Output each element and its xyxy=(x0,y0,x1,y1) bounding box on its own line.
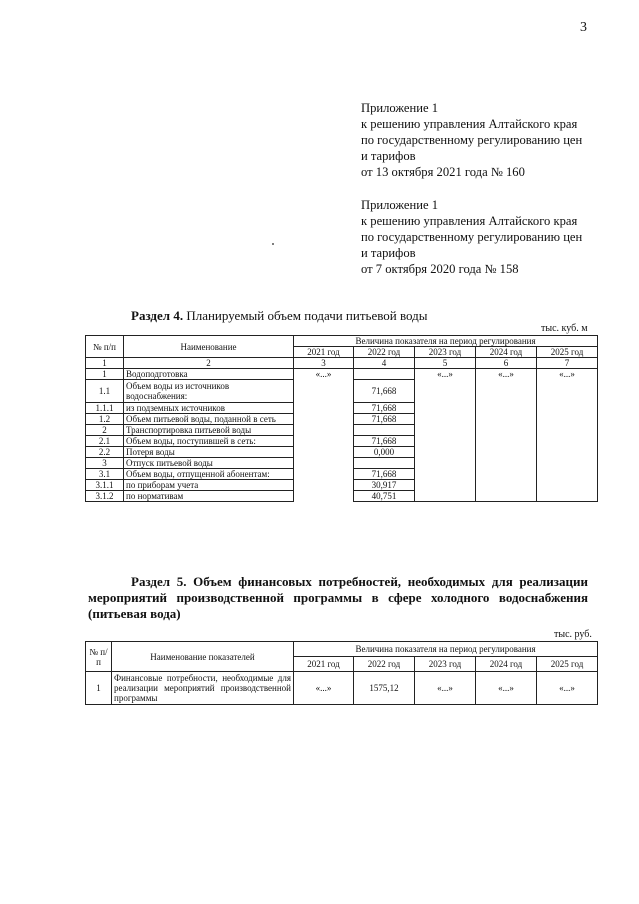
column-number: 7 xyxy=(537,358,598,369)
section5-unit: тыс. руб. xyxy=(554,629,592,640)
appendix-line: от 7 октября 2020 года № 158 xyxy=(361,262,519,276)
header-year: 2021 год xyxy=(294,347,354,358)
value-2022: 71,668 xyxy=(354,436,415,447)
row-name: по приборам учета xyxy=(124,480,294,491)
appendix-line: к решению управления Алтайского края xyxy=(361,117,578,131)
section4-title-bold: Раздел 4. xyxy=(131,308,184,323)
row-num: 1 xyxy=(86,672,112,705)
value-2022: 0,000 xyxy=(354,447,415,458)
header-year: 2024 год xyxy=(476,657,537,672)
row-num: 3.1 xyxy=(86,469,124,480)
appendix-line: Приложение 1 xyxy=(361,101,439,115)
row-num: 1.1 xyxy=(86,380,124,403)
appendix-line: по государственному регулированию цен xyxy=(361,230,583,244)
appendix-line: к решению управления Алтайского края xyxy=(361,214,578,228)
header-year: 2023 год xyxy=(415,657,476,672)
section5-title xyxy=(88,574,588,622)
water-supply-volume-table xyxy=(85,335,598,502)
header-year: 2021 год xyxy=(294,657,354,672)
value-2022: 1575,12 xyxy=(354,672,415,705)
value-2022 xyxy=(354,458,415,469)
value-2022: 40,751 xyxy=(354,491,415,502)
value-2022 xyxy=(354,425,415,436)
value-2023: «...» xyxy=(415,369,476,502)
row-num: 1.2 xyxy=(86,414,124,425)
header-period: Величина показателя на период регулирования xyxy=(294,642,598,657)
header-name: Наименование xyxy=(124,336,294,358)
value-2022: 71,668 xyxy=(354,380,415,403)
header-period: Величина показателя на период регулирования xyxy=(294,336,598,347)
row-name: по нормативам xyxy=(124,491,294,502)
column-number: 2 xyxy=(124,358,294,369)
header-year: 2023 год xyxy=(415,347,476,358)
header-num: № п/п xyxy=(86,336,124,358)
value-2021: «...» xyxy=(294,369,354,502)
appendix-line: и тарифов xyxy=(361,149,416,163)
financial-needs-table xyxy=(85,641,598,705)
row-num: 2.1 xyxy=(86,436,124,447)
section5-title-bold: Раздел 5. xyxy=(131,574,187,589)
appendix-line: от 13 октября 2021 года № 160 xyxy=(361,165,525,179)
value-2025: «...» xyxy=(537,369,598,502)
row-num: 3 xyxy=(86,458,124,469)
row-name: Объем питьевой воды, поданной в сеть xyxy=(124,414,294,425)
column-number: 3 xyxy=(294,358,354,369)
value-2024: «...» xyxy=(476,369,537,502)
appendix-line: по государственному регулированию цен xyxy=(361,133,583,147)
header-year: 2025 год xyxy=(537,347,598,358)
row-num: 1 xyxy=(86,369,124,380)
value-2022: 71,668 xyxy=(354,403,415,414)
header-year: 2022 год xyxy=(354,657,415,672)
row-num: 1.1.1 xyxy=(86,403,124,414)
value-2025: «...» xyxy=(537,672,598,705)
section4-title xyxy=(131,308,428,324)
appendix-line: и тарифов xyxy=(361,246,416,260)
page-number: 3 xyxy=(580,20,587,35)
row-name: Транспортировка питьевой воды xyxy=(124,425,294,436)
section5-title-text: Объем финансовых потребностей, необходимых для реализации мероприятий производственной программы в сфере холодного водоснабжения (питьевая вода) xyxy=(88,574,588,621)
column-number: 5 xyxy=(415,358,476,369)
row-name: из подземных источников xyxy=(124,403,294,414)
section4-unit: тыс. куб. м xyxy=(541,323,588,334)
value-2023: «...» xyxy=(415,672,476,705)
table-row xyxy=(86,369,598,380)
value-2022: 71,668 xyxy=(354,469,415,480)
row-name: Объем воды из источников водоснабжения: xyxy=(124,380,294,403)
value-2021: «...» xyxy=(294,672,354,705)
value-2022 xyxy=(354,369,415,380)
column-number: 4 xyxy=(354,358,415,369)
value-2022: 30,917 xyxy=(354,480,415,491)
row-name: Финансовые потребности, необходимые для реализации мероприятий производственной программы xyxy=(112,672,294,705)
value-2022: 71,668 xyxy=(354,414,415,425)
section4-title-text: Планируемый объем подачи питьевой воды xyxy=(183,308,428,323)
row-num: 2 xyxy=(86,425,124,436)
appendix-header-current xyxy=(361,100,611,180)
header-year: 2025 год xyxy=(537,657,598,672)
value-2024: «...» xyxy=(476,672,537,705)
row-name: Потеря воды xyxy=(124,447,294,458)
column-number: 1 xyxy=(86,358,124,369)
header-num: № п/п xyxy=(86,642,112,672)
row-num: 3.1.2 xyxy=(86,491,124,502)
stray-dot xyxy=(272,243,274,245)
header-name: Наименование показателей xyxy=(112,642,294,672)
header-year: 2022 год xyxy=(354,347,415,358)
column-number: 6 xyxy=(476,358,537,369)
appendix-header-previous xyxy=(361,197,611,277)
header-year: 2024 год xyxy=(476,347,537,358)
row-num: 3.1.1 xyxy=(86,480,124,491)
table-row xyxy=(86,672,598,705)
row-name: Объем воды, поступившей в сеть: xyxy=(124,436,294,447)
row-name: Объем воды, отпущенной абонентам: xyxy=(124,469,294,480)
row-name: Отпуск питьевой воды xyxy=(124,458,294,469)
row-name: Водоподготовка xyxy=(124,369,294,380)
row-num: 2.2 xyxy=(86,447,124,458)
appendix-line: Приложение 1 xyxy=(361,198,439,212)
